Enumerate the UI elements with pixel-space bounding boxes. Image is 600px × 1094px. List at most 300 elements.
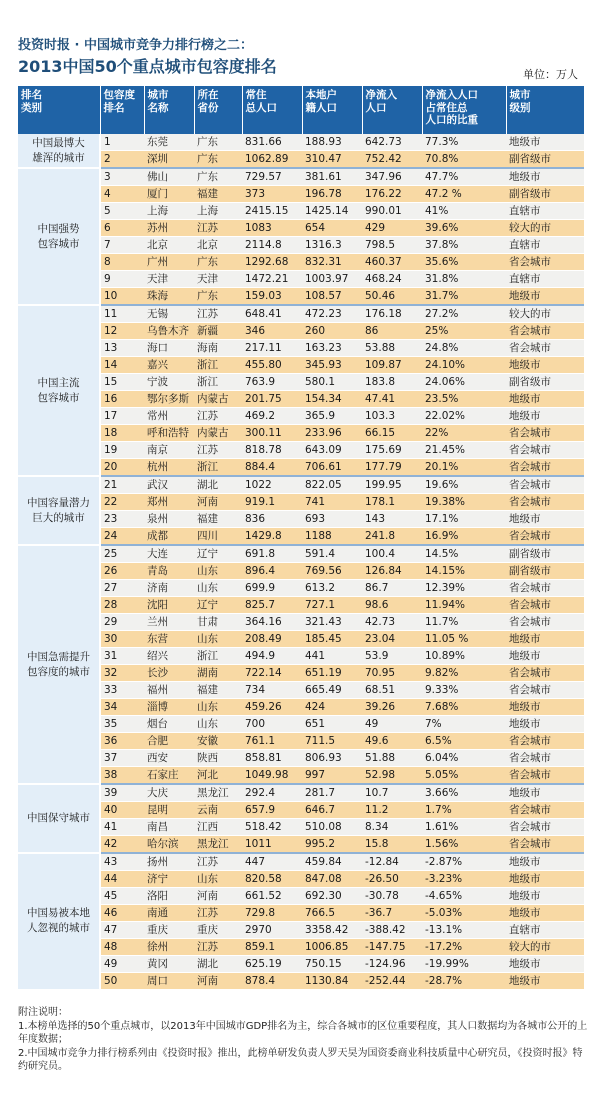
- ratio-cell: 24.8%: [422, 340, 506, 357]
- table-header: [18, 86, 584, 134]
- hukou-cell: 832.31: [302, 254, 362, 271]
- category-cell: 中国保守城市: [18, 784, 100, 853]
- province-cell: 云南: [194, 802, 242, 819]
- province-cell: 辽宁: [194, 597, 242, 614]
- hukou-cell: 847.08: [302, 871, 362, 888]
- city-cell: 兰州: [144, 614, 194, 631]
- net-cell: 49: [362, 716, 422, 733]
- ratio-cell: -3.23%: [422, 871, 506, 888]
- rank-cell: 22: [100, 494, 144, 511]
- table-row: [18, 973, 584, 990]
- resident-cell: 1022: [242, 476, 302, 494]
- city-cell: 长沙: [144, 665, 194, 682]
- rank-cell: 4: [100, 186, 144, 203]
- resident-cell: 691.8: [242, 545, 302, 563]
- province-cell: 北京: [194, 237, 242, 254]
- hukou-cell: 441: [302, 648, 362, 665]
- rank-cell: 13: [100, 340, 144, 357]
- city-cell: 海口: [144, 340, 194, 357]
- province-cell: 河南: [194, 494, 242, 511]
- resident-cell: 657.9: [242, 802, 302, 819]
- ratio-cell: 24.10%: [422, 357, 506, 374]
- hukou-cell: 1006.85: [302, 939, 362, 956]
- column-header: 包容度 排名: [100, 86, 144, 134]
- table-row: [18, 511, 584, 528]
- province-cell: 内蒙古: [194, 391, 242, 408]
- table-row: [18, 254, 584, 271]
- level-cell: 地级市: [506, 357, 584, 374]
- net-cell: 990.01: [362, 203, 422, 220]
- ratio-cell: 3.66%: [422, 784, 506, 802]
- ratio-cell: 7%: [422, 716, 506, 733]
- column-header: 城市 级别: [506, 86, 584, 134]
- level-cell: 地级市: [506, 871, 584, 888]
- hukou-cell: 424: [302, 699, 362, 716]
- net-cell: 39.26: [362, 699, 422, 716]
- ratio-cell: 39.6%: [422, 220, 506, 237]
- hukou-cell: 692.30: [302, 888, 362, 905]
- net-cell: 66.15: [362, 425, 422, 442]
- rank-cell: 27: [100, 580, 144, 597]
- resident-cell: 494.9: [242, 648, 302, 665]
- ratio-cell: 19.6%: [422, 476, 506, 494]
- table-row: [18, 631, 584, 648]
- province-cell: 安徽: [194, 733, 242, 750]
- city-cell: 淄博: [144, 699, 194, 716]
- rank-cell: 44: [100, 871, 144, 888]
- level-cell: 副省级市: [506, 545, 584, 563]
- level-cell: 省会城市: [506, 459, 584, 477]
- ratio-cell: 22%: [422, 425, 506, 442]
- level-cell: 省会城市: [506, 614, 584, 631]
- table-row: [18, 888, 584, 905]
- province-cell: 江苏: [194, 905, 242, 922]
- resident-cell: 729.57: [242, 168, 302, 186]
- category-cell: 中国急需提升 包容度的城市: [18, 545, 100, 784]
- city-cell: 佛山: [144, 168, 194, 186]
- ratio-cell: 31.8%: [422, 271, 506, 288]
- province-cell: 福建: [194, 511, 242, 528]
- rank-cell: 20: [100, 459, 144, 477]
- province-cell: 湖北: [194, 476, 242, 494]
- ratio-cell: 14.15%: [422, 563, 506, 580]
- table-row: [18, 648, 584, 665]
- net-cell: 176.22: [362, 186, 422, 203]
- city-cell: 珠海: [144, 288, 194, 306]
- resident-cell: 217.11: [242, 340, 302, 357]
- level-cell: 副省级市: [506, 151, 584, 169]
- resident-cell: 300.11: [242, 425, 302, 442]
- rank-cell: 7: [100, 237, 144, 254]
- hukou-cell: 260: [302, 323, 362, 340]
- net-cell: 126.84: [362, 563, 422, 580]
- level-cell: 省会城市: [506, 733, 584, 750]
- net-cell: 175.69: [362, 442, 422, 459]
- city-cell: 常州: [144, 408, 194, 425]
- table-row: [18, 357, 584, 374]
- net-cell: 642.73: [362, 134, 422, 151]
- table-row: [18, 716, 584, 733]
- table-row: [18, 220, 584, 237]
- level-cell: 省会城市: [506, 665, 584, 682]
- hukou-cell: 591.4: [302, 545, 362, 563]
- province-cell: 江西: [194, 819, 242, 836]
- net-cell: -252.44: [362, 973, 422, 990]
- net-cell: 178.1: [362, 494, 422, 511]
- rank-cell: 40: [100, 802, 144, 819]
- hukou-cell: 613.2: [302, 580, 362, 597]
- province-cell: 山东: [194, 699, 242, 716]
- province-cell: 山东: [194, 563, 242, 580]
- hukou-cell: 806.93: [302, 750, 362, 767]
- resident-cell: 661.52: [242, 888, 302, 905]
- resident-cell: 364.16: [242, 614, 302, 631]
- level-cell: 直辖市: [506, 237, 584, 254]
- table-row: [18, 597, 584, 614]
- table-row: [18, 614, 584, 631]
- resident-cell: 818.78: [242, 442, 302, 459]
- hukou-cell: 665.49: [302, 682, 362, 699]
- level-cell: 地级市: [506, 973, 584, 990]
- resident-cell: 1011: [242, 836, 302, 854]
- hukou-cell: 1316.3: [302, 237, 362, 254]
- table-body: [18, 134, 584, 990]
- table-row: [18, 186, 584, 203]
- province-cell: 福建: [194, 682, 242, 699]
- resident-cell: 292.4: [242, 784, 302, 802]
- net-cell: 199.95: [362, 476, 422, 494]
- resident-cell: 518.42: [242, 819, 302, 836]
- category-cell: 中国最博大 雄浑的城市: [18, 134, 100, 168]
- ratio-cell: 77.3%: [422, 134, 506, 151]
- level-cell: 地级市: [506, 716, 584, 733]
- level-cell: 省会城市: [506, 767, 584, 785]
- net-cell: 460.37: [362, 254, 422, 271]
- resident-cell: 2415.15: [242, 203, 302, 220]
- net-cell: 347.96: [362, 168, 422, 186]
- rank-cell: 50: [100, 973, 144, 990]
- ratio-cell: 70.8%: [422, 151, 506, 169]
- rank-cell: 15: [100, 374, 144, 391]
- resident-cell: 346: [242, 323, 302, 340]
- city-cell: 南通: [144, 905, 194, 922]
- city-cell: 杭州: [144, 459, 194, 477]
- hukou-cell: 459.84: [302, 853, 362, 871]
- level-cell: 省会城市: [506, 580, 584, 597]
- rank-cell: 1: [100, 134, 144, 151]
- ratio-cell: 20.1%: [422, 459, 506, 477]
- level-cell: 地级市: [506, 168, 584, 186]
- table-row: [18, 528, 584, 546]
- header-row: [18, 86, 584, 134]
- net-cell: 47.41: [362, 391, 422, 408]
- hukou-cell: 3358.42: [302, 922, 362, 939]
- hukou-cell: 769.56: [302, 563, 362, 580]
- city-cell: 深圳: [144, 151, 194, 169]
- rank-cell: 30: [100, 631, 144, 648]
- rank-cell: 10: [100, 288, 144, 306]
- notes: [18, 1006, 588, 1074]
- net-cell: 51.88: [362, 750, 422, 767]
- province-cell: 浙江: [194, 459, 242, 477]
- level-cell: 较大的市: [506, 220, 584, 237]
- net-cell: 177.79: [362, 459, 422, 477]
- ratio-cell: 7.68%: [422, 699, 506, 716]
- city-cell: 嘉兴: [144, 357, 194, 374]
- table-row: [18, 682, 584, 699]
- net-cell: 109.87: [362, 357, 422, 374]
- resident-cell: 896.4: [242, 563, 302, 580]
- level-cell: 地级市: [506, 631, 584, 648]
- city-cell: 成都: [144, 528, 194, 546]
- net-cell: 42.73: [362, 614, 422, 631]
- city-cell: 西安: [144, 750, 194, 767]
- city-cell: 哈尔滨: [144, 836, 194, 854]
- net-cell: 103.3: [362, 408, 422, 425]
- city-cell: 北京: [144, 237, 194, 254]
- province-cell: 福建: [194, 186, 242, 203]
- hukou-cell: 750.15: [302, 956, 362, 973]
- hukou-cell: 196.78: [302, 186, 362, 203]
- resident-cell: 373: [242, 186, 302, 203]
- table-row: [18, 134, 584, 151]
- city-cell: 徐州: [144, 939, 194, 956]
- city-cell: 福州: [144, 682, 194, 699]
- level-cell: 地级市: [506, 699, 584, 716]
- hukou-cell: 163.23: [302, 340, 362, 357]
- level-cell: 直辖市: [506, 271, 584, 288]
- hukou-cell: 510.08: [302, 819, 362, 836]
- ratio-cell: 47.7%: [422, 168, 506, 186]
- table-row: [18, 784, 584, 802]
- table-row: [18, 836, 584, 854]
- ranking-table: [18, 86, 585, 991]
- hukou-cell: 643.09: [302, 442, 362, 459]
- level-cell: 省会城市: [506, 494, 584, 511]
- rank-cell: 25: [100, 545, 144, 563]
- rank-cell: 31: [100, 648, 144, 665]
- ratio-cell: 17.1%: [422, 511, 506, 528]
- level-cell: 副省级市: [506, 563, 584, 580]
- level-cell: 地级市: [506, 134, 584, 151]
- net-cell: -388.42: [362, 922, 422, 939]
- net-cell: 23.04: [362, 631, 422, 648]
- net-cell: 70.95: [362, 665, 422, 682]
- ratio-cell: 9.82%: [422, 665, 506, 682]
- resident-cell: 1049.98: [242, 767, 302, 785]
- hukou-cell: 281.7: [302, 784, 362, 802]
- net-cell: 798.5: [362, 237, 422, 254]
- city-cell: 苏州: [144, 220, 194, 237]
- hukou-cell: 108.57: [302, 288, 362, 306]
- net-cell: 241.8: [362, 528, 422, 546]
- ratio-cell: 37.8%: [422, 237, 506, 254]
- table-row: [18, 442, 584, 459]
- table-row: [18, 939, 584, 956]
- city-cell: 济宁: [144, 871, 194, 888]
- net-cell: 10.7: [362, 784, 422, 802]
- rank-cell: 49: [100, 956, 144, 973]
- city-cell: 洛阳: [144, 888, 194, 905]
- table-row: [18, 665, 584, 682]
- column-header: 城市 名称: [144, 86, 194, 134]
- rank-cell: 33: [100, 682, 144, 699]
- level-cell: 省会城市: [506, 340, 584, 357]
- city-cell: 泉州: [144, 511, 194, 528]
- ratio-cell: 21.45%: [422, 442, 506, 459]
- hukou-cell: 822.05: [302, 476, 362, 494]
- level-cell: 地级市: [506, 391, 584, 408]
- rank-cell: 47: [100, 922, 144, 939]
- resident-cell: 459.26: [242, 699, 302, 716]
- city-cell: 周口: [144, 973, 194, 990]
- category-cell: 中国容量潜力 巨大的城市: [18, 476, 100, 545]
- rank-cell: 8: [100, 254, 144, 271]
- net-cell: 100.4: [362, 545, 422, 563]
- rank-cell: 2: [100, 151, 144, 169]
- table-row: [18, 871, 584, 888]
- city-cell: 无锡: [144, 305, 194, 323]
- rank-cell: 14: [100, 357, 144, 374]
- hukou-cell: 711.5: [302, 733, 362, 750]
- city-cell: 南京: [144, 442, 194, 459]
- resident-cell: 836: [242, 511, 302, 528]
- rank-cell: 38: [100, 767, 144, 785]
- ratio-cell: 6.04%: [422, 750, 506, 767]
- province-cell: 陕西: [194, 750, 242, 767]
- net-cell: 50.46: [362, 288, 422, 306]
- city-cell: 乌鲁木齐: [144, 323, 194, 340]
- level-cell: 省会城市: [506, 254, 584, 271]
- city-cell: 东营: [144, 631, 194, 648]
- rank-cell: 41: [100, 819, 144, 836]
- province-cell: 内蒙古: [194, 425, 242, 442]
- province-cell: 湖南: [194, 665, 242, 682]
- hukou-cell: 766.5: [302, 905, 362, 922]
- resident-cell: 825.7: [242, 597, 302, 614]
- resident-cell: 763.9: [242, 374, 302, 391]
- city-cell: 呼和浩特: [144, 425, 194, 442]
- province-cell: 山东: [194, 871, 242, 888]
- ratio-cell: 10.89%: [422, 648, 506, 665]
- hukou-cell: 233.96: [302, 425, 362, 442]
- province-cell: 辽宁: [194, 545, 242, 563]
- table-row: [18, 168, 584, 186]
- rank-cell: 43: [100, 853, 144, 871]
- resident-cell: 859.1: [242, 939, 302, 956]
- table-row: [18, 408, 584, 425]
- table-row: [18, 476, 584, 494]
- province-cell: 广东: [194, 288, 242, 306]
- rank-cell: 19: [100, 442, 144, 459]
- notes-title: 附注说明：: [18, 1007, 68, 1018]
- net-cell: 429: [362, 220, 422, 237]
- note-line: 2.中国城市竞争力排行榜系列由《投资时报》推出，此榜单研发负责人罗天昊为国资委商业科技质量中心研究员，《投资时报》特约研究员。: [18, 1047, 583, 1072]
- city-cell: 绍兴: [144, 648, 194, 665]
- city-cell: 青岛: [144, 563, 194, 580]
- rank-cell: 6: [100, 220, 144, 237]
- ratio-cell: 1.61%: [422, 819, 506, 836]
- city-cell: 宁波: [144, 374, 194, 391]
- net-cell: 143: [362, 511, 422, 528]
- province-cell: 浙江: [194, 374, 242, 391]
- ratio-cell: 11.7%: [422, 614, 506, 631]
- net-cell: 183.8: [362, 374, 422, 391]
- ratio-cell: 31.7%: [422, 288, 506, 306]
- net-cell: -30.78: [362, 888, 422, 905]
- ratio-cell: 11.94%: [422, 597, 506, 614]
- note-line: 1.本榜单选择的50个重点城市，以2013年中国城市GDP排名为主，综合各城市的区位重要程度，其人口数据均为各城市公开的上年度数据；: [18, 1020, 588, 1045]
- hukou-cell: 310.47: [302, 151, 362, 169]
- level-cell: 省会城市: [506, 819, 584, 836]
- hukou-cell: 651.19: [302, 665, 362, 682]
- hukou-cell: 472.23: [302, 305, 362, 323]
- rank-cell: 23: [100, 511, 144, 528]
- level-cell: 副省级市: [506, 374, 584, 391]
- hukou-cell: 651: [302, 716, 362, 733]
- city-cell: 大庆: [144, 784, 194, 802]
- hukou-cell: 381.61: [302, 168, 362, 186]
- province-cell: 重庆: [194, 922, 242, 939]
- net-cell: 15.8: [362, 836, 422, 854]
- table-row: [18, 802, 584, 819]
- hukou-cell: 646.7: [302, 802, 362, 819]
- resident-cell: 858.81: [242, 750, 302, 767]
- table-row: [18, 305, 584, 323]
- rank-cell: 12: [100, 323, 144, 340]
- rank-cell: 35: [100, 716, 144, 733]
- city-cell: 昆明: [144, 802, 194, 819]
- rank-cell: 9: [100, 271, 144, 288]
- resident-cell: 447: [242, 853, 302, 871]
- level-cell: 地级市: [506, 511, 584, 528]
- resident-cell: 722.14: [242, 665, 302, 682]
- province-cell: 江苏: [194, 853, 242, 871]
- hukou-cell: 580.1: [302, 374, 362, 391]
- province-cell: 江苏: [194, 442, 242, 459]
- province-cell: 江苏: [194, 408, 242, 425]
- resident-cell: 1472.21: [242, 271, 302, 288]
- rank-cell: 45: [100, 888, 144, 905]
- table-row: [18, 767, 584, 785]
- ratio-cell: -4.65%: [422, 888, 506, 905]
- city-cell: 广州: [144, 254, 194, 271]
- resident-cell: 455.80: [242, 357, 302, 374]
- hukou-cell: 706.61: [302, 459, 362, 477]
- table-row: [18, 733, 584, 750]
- level-cell: 较大的市: [506, 939, 584, 956]
- net-cell: 11.2: [362, 802, 422, 819]
- page-title: 2013中国50个重点城市包容度排名: [18, 57, 277, 76]
- city-cell: 东莞: [144, 134, 194, 151]
- resident-cell: 1062.89: [242, 151, 302, 169]
- table-row: [18, 750, 584, 767]
- ratio-cell: 25%: [422, 323, 506, 340]
- resident-cell: 700: [242, 716, 302, 733]
- hukou-cell: 321.43: [302, 614, 362, 631]
- column-header: 净流入人口 占常住总 人口的比重: [422, 86, 506, 134]
- table-row: [18, 340, 584, 357]
- net-cell: 52.98: [362, 767, 422, 785]
- hukou-cell: 654: [302, 220, 362, 237]
- net-cell: 68.51: [362, 682, 422, 699]
- net-cell: 49.6: [362, 733, 422, 750]
- rank-cell: 36: [100, 733, 144, 750]
- net-cell: -36.7: [362, 905, 422, 922]
- ratio-cell: -13.1%: [422, 922, 506, 939]
- hukou-cell: 1003.97: [302, 271, 362, 288]
- resident-cell: 159.03: [242, 288, 302, 306]
